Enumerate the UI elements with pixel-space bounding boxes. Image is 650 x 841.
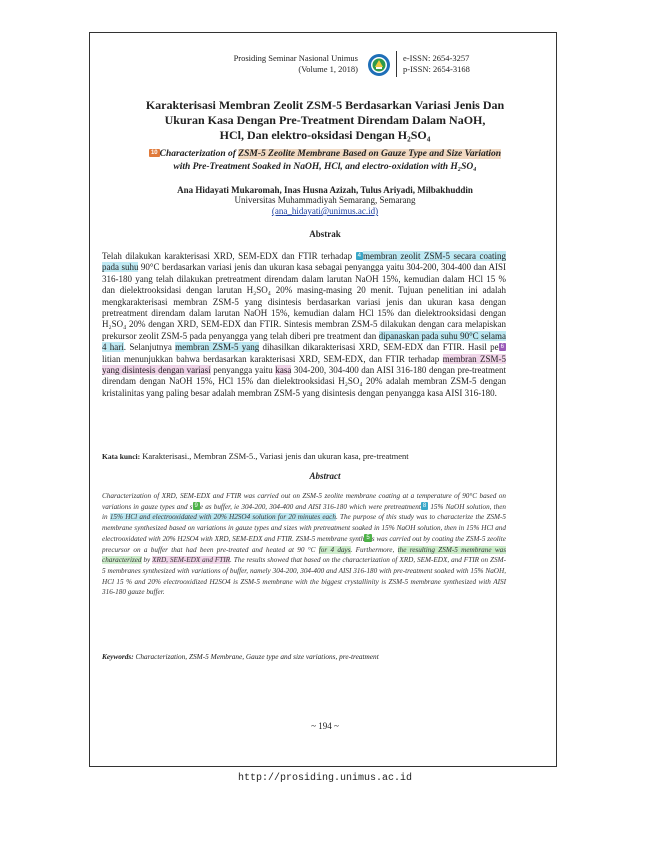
abstract-heading: Abstract [309, 471, 341, 481]
annotation-marker[interactable]: 9 [194, 502, 198, 509]
highlight: the resulting ZSM-5 membrane was characterized [102, 545, 506, 565]
highlight: membran ZSM-5 yang disintesis dengan variasi [102, 353, 506, 376]
header-divider [396, 51, 397, 77]
abstrak-heading: Abstrak [309, 229, 341, 239]
highlight: 15% HCl and electrooxidated with 20% H2SO4 solution for 20 minutes each [109, 513, 336, 522]
affiliation: Universitas Muhammadiyah Semarang, Semarang [234, 195, 416, 205]
highlight: membran zeolit ZSM-5 secara coating pada suhu [102, 251, 506, 273]
pissn: p-ISSN: 2654-3168 [403, 64, 470, 74]
annotation-marker[interactable]: 5 [366, 534, 370, 541]
paper-title [110, 98, 540, 143]
english-title: 10 Characterization of ZSM-5 Zeolite Membrane Based on Gauze Type and Size Variation with Pre-Treatment Soaked in NaOH, HCl, and electro-oxidation with H₂SO₄ [150, 149, 502, 172]
annotation-marker[interactable]: 10 [150, 150, 158, 156]
kata-kunci: Kata kunci: Karakterisasi., Membran ZSM-5., Variasi jenis dan ukuran kasa, pre-treatment [102, 451, 409, 461]
page-header [90, 53, 558, 83]
journal-volume: (Volume 1, 2018) [298, 64, 358, 74]
title-line: Karakterisasi Membran Zeolit ZSM-5 Berdasarkan Variasi Jenis Dan [145, 98, 505, 112]
author-list: Ana Hidayati Mukaromah, Inas Husna Azizah, Tulus Ariyadi, Milbakhuddin [177, 185, 473, 195]
paper-page [89, 32, 557, 767]
author-email-link[interactable]: (ana_hidayati@unimus.ac.id) [271, 206, 379, 216]
highlight: ZSM-5 Zeolite Membrane Based on Gauze Type and Size Variation [238, 149, 502, 159]
abstrak-body: Telah dilakukan karakterisasi XRD, SEM-EDX dan FTIR terhadap 4 membran zeolit ZSM-5 secara coating pada suhu 90°C berdasarkan variasi jenis dan ukuran kasa sebagai penyangga yaitu 304-200, 304-400 dan AISI 316-180 yang telah dilakukan pretreatment direndam dalam larutan NaOH 15%, kemudian dalam HCl 15 % dan dielektrooksidasi dengan larutan H₂SO₄ 20% masing-masing 20 menit. Tujuan penelitian ini adalah mengkarakterisasi membran ZSM-5 yang disintesis berdasarkan variasi jenis dan ukuran kasa dengan pretreatment direndam dalam larutan NaOH 15%, kemudian dalam HCl 15% dan dielektrooksidasi dengan H₂SO₄ 20% dengan XRD, SEM-EDX dan FTIR. Sintesis membran ZSM-5 dilakukan dengan cara melapiskan prekursor zeolit ZSM-5 pada penyangga yang telah diberi pre treatment dan dipanaskan pada suhu 90°C selama 4 hari. Selanjutnya membran ZSM-5 yang dihasilkan dikarakterisasi XRD, SEM-EDX dan FTIR. Hasil pe 6litian menunjukkan bahwa berdasarkan karakterisasi XRD, SEM-EDX, dan FTIR terhadap membran ZSM-5 yang disintesis dengan variasi penyangga yaitu kasa 304-200, 304-400 dan AISI 316-180 dengan pre-treatment direndam dengan NaOH 15%, HCl 15% dan dielektrooksidasi H₂SO₄ 20% adalah membran ZSM-5 dengan kristalinitas yang paling besar adalah membran ZSM-5 yang disintesis dengan penyangga kasa AISI 316-180. [102, 251, 506, 398]
annotation-marker[interactable]: 8 [422, 502, 427, 509]
highlight: dipanaskan pada suhu 90°C selama 4 hari [102, 330, 506, 353]
highlight: membran ZSM-5 yang [175, 342, 260, 353]
title-line: Ukuran Kasa Dengan Pre-Treatment Direndam Dalam NaOH, [164, 113, 486, 127]
footer-url[interactable]: http://prosiding.unimus.ac.id [237, 773, 413, 784]
page-number: ~ 194 ~ [311, 721, 339, 731]
issn-info [403, 53, 470, 75]
journal-info [234, 53, 358, 75]
highlight: for 4 days [318, 545, 351, 554]
abstract-body: Characterization of XRD, SEM-EDX and FTIR was carried out on ZSM-5 zeolite membrane coating at a temperature of 90°C based on variations in gauze types and s 9 e as buffer, ie 304-200, 304-400 and AISI 316-180 which were pretreatment 8 15% NaOH solution, then in 15% HCl and electrooxidated with 20% H2SO4 solution for 20 minutes each. The purpose of this study was to characterize the ZSM-5 membrane synthesized based on variations in gauze types and sizes with pretreatment soaked in 15% NaOH solution, then in 15% HCl and electrooxidated with 20% H2SO4 with XRD, SEM-EDX and FTIR. ZSM-5 membrane synth 5 s was carried out by coating the ZSM-5 zeolite precursor on a buffer that had been pre-treated and heated at 90 °C for 4 days. Furthermore, the resulting ZSM-5 membrane was characterized by XRD, SEM-EDX and FTIR. The results showed that based on the characterization of XRD, SEM-EDX, and FTIR on ZSM-5 membranes synthesized with variations of buffer, namely 304-200, 304-400 and AISI 316-180 with pre-treatment soaked with 15% NaOH, HCl 15 % and 20% electrooxidized H2SO4 is ZSM-5 membrane with the biggest crystallinity is ZSM-5 membrane synthesized with AISI 316-180 gauze buffer. [102, 492, 507, 597]
annotation-marker[interactable]: 4 [357, 253, 361, 259]
eissn: e-ISSN: 2654-3257 [403, 53, 470, 63]
highlight: kasa [275, 365, 292, 376]
highlight: XRD, SEM-EDX and FTIR [152, 556, 231, 565]
title-line: HCl, Dan elektro-oksidasi Dengan H₂SO₄ [219, 128, 431, 142]
journal-name: Prosiding Seminar Nasional Unimus [233, 53, 358, 63]
annotation-marker[interactable]: 6 [500, 344, 504, 351]
keywords: Keywords: Characterization, ZSM-5 Membrane, Gauze type and size variations, pre-treatment [102, 652, 379, 661]
university-seal-icon [367, 53, 391, 77]
